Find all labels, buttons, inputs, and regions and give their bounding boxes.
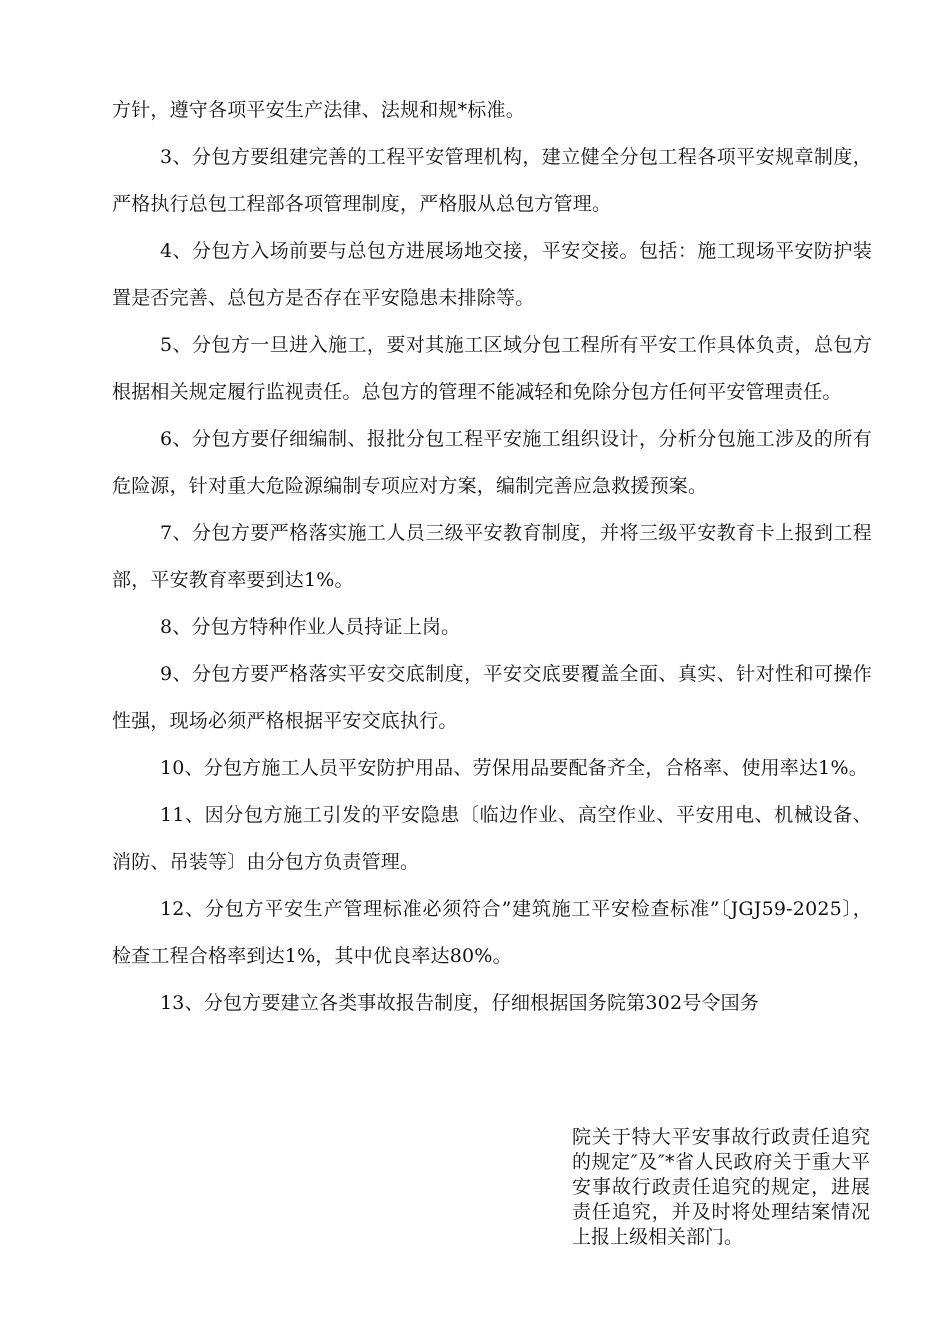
document-body [112,87,872,1027]
paragraph-item-6: 6、分包方要仔细编制、报批分包工程平安施工组织设计，分析分包施工涉及的所有危险源，针对重大危险源编制专项应对方案，编制完善应急救援预案。 [112,428,872,497]
paragraph-item-11: 11、因分包方施工引发的平安隐患〔临边作业、高空作业、平安用电、机械设备、消防、吊装等〕由分包方负责管理。 [112,804,872,873]
paragraph-item-9: 9、分包方要严格落实平安交底制度，平安交底要覆盖全面、真实、针对性和可操作性强，现场必须严格根据平安交底执行。 [112,663,872,732]
paragraph-item-5: 5、分包方一旦进入施工，要对其施工区域分包工程所有平安工作具体负责，总包方根据相关规定履行监视责任。总包方的管理不能减轻和免除分包方任何平安管理责任。 [112,334,872,403]
paragraph-item-4: 4、分包方入场前要与总包方进展场地交接，平安交接。包括：施工现场平安防护装置是否完善、总包方是否存在平安隐患未排除等。 [112,240,872,309]
paragraph-item-13: 13、分包方要建立各类事故报告制度，仔细根据国务院第302号令国务 [160,992,760,1014]
continuation-text-block: 院关于特大平安事故行政责任追究的规定″及″*省人民政府关于重大平安事故行政责任追究的规定，进展责任追究，并及时将处理结案情况上报上级相关部门。 [572,1126,870,1248]
paragraph-policy-continuation: 方针，遵守各项平安生产法律、法规和规*标准。 [112,99,525,121]
paragraph-item-7: 7、分包方要严格落实施工人员三级平安教育制度，并将三级平安教育卡上报到工程部，平安教育率要到达1%。 [112,522,872,591]
paragraph-item-12: 12、分包方平安生产管理标准必须符合”建筑施工平安检查标准”〔JGJ59-2025〕，检查工程合格率到达1%，其中优良率达80%。 [112,898,872,967]
paragraph-item-10: 10、分包方施工人员平安防护用品、劳保用品要配备齐全，合格率、使用率达1%。 [160,757,868,779]
paragraph-item-8: 8、分包方特种作业人员持证上岗。 [160,616,461,638]
paragraph-item-3: 3、分包方要组建完善的工程平安管理机构，建立健全分包工程各项平安规章制度，严格执行总包工程部各项管理制度，严格服从总包方管理。 [112,146,872,215]
